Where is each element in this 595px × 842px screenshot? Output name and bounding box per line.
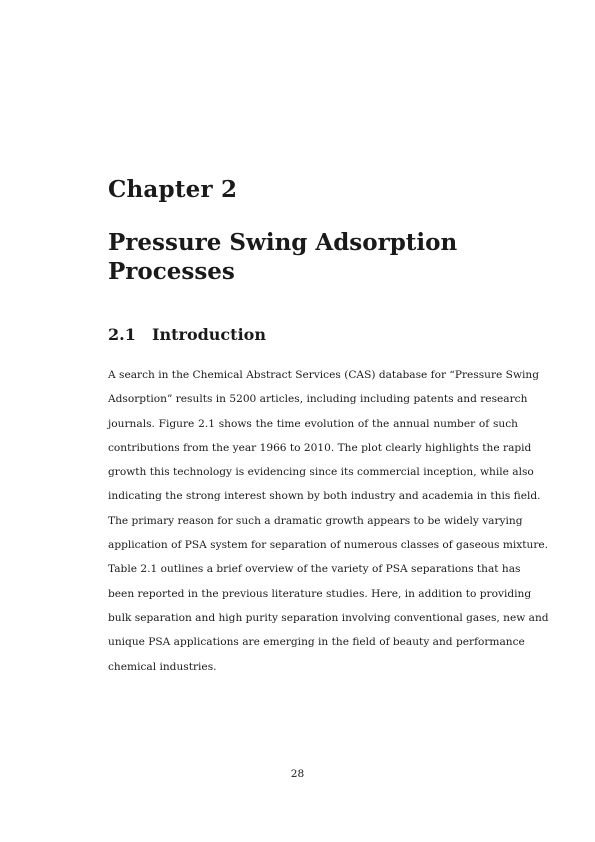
body-paragraph	[108, 363, 549, 679]
section-heading	[108, 325, 266, 344]
body-line: growth this technology is evidencing since its commercial inception, while also	[108, 466, 534, 479]
body-line: A search in the Chemical Abstract Services (CAS) database for “Pressure Swing	[108, 369, 540, 381]
body-line: The primary reason for such a dramatic growth appears to be widely varying	[108, 514, 523, 527]
body-line: journals. Figure 2.1 shows the time evolution of the annual number of such	[108, 417, 518, 430]
section-number: 2.1	[108, 325, 136, 344]
body-line: contributions from the year 1966 to 2010. The plot clearly highlights the rapid	[108, 441, 532, 454]
body-line: bulk separation and high purity separation involving conventional gases, new and	[108, 611, 549, 624]
chapter-label: Chapter 2	[108, 176, 238, 203]
section-title: Introduction	[152, 325, 266, 344]
body-line: chemical industries.	[108, 660, 217, 673]
body-line: application of PSA system for separation of numerous classes of gaseous mixture.	[108, 539, 549, 552]
body-line: Adsorption” results in 5200 articles, including including patents and research	[108, 393, 528, 406]
body-line: been reported in the previous literature studies. Here, in addition to providing	[108, 587, 532, 600]
chapter-title: Pressure Swing Adsorption Processes	[108, 229, 458, 285]
body-line: Table 2.1 outlines a brief overview of the variety of PSA separations that has	[108, 563, 521, 576]
body-line: indicating the strong interest shown by both industry and academia in this field.	[108, 490, 541, 503]
body-line: unique PSA applications are emerging in the field of beauty and performance	[108, 636, 525, 649]
page-number: 28	[290, 768, 305, 780]
